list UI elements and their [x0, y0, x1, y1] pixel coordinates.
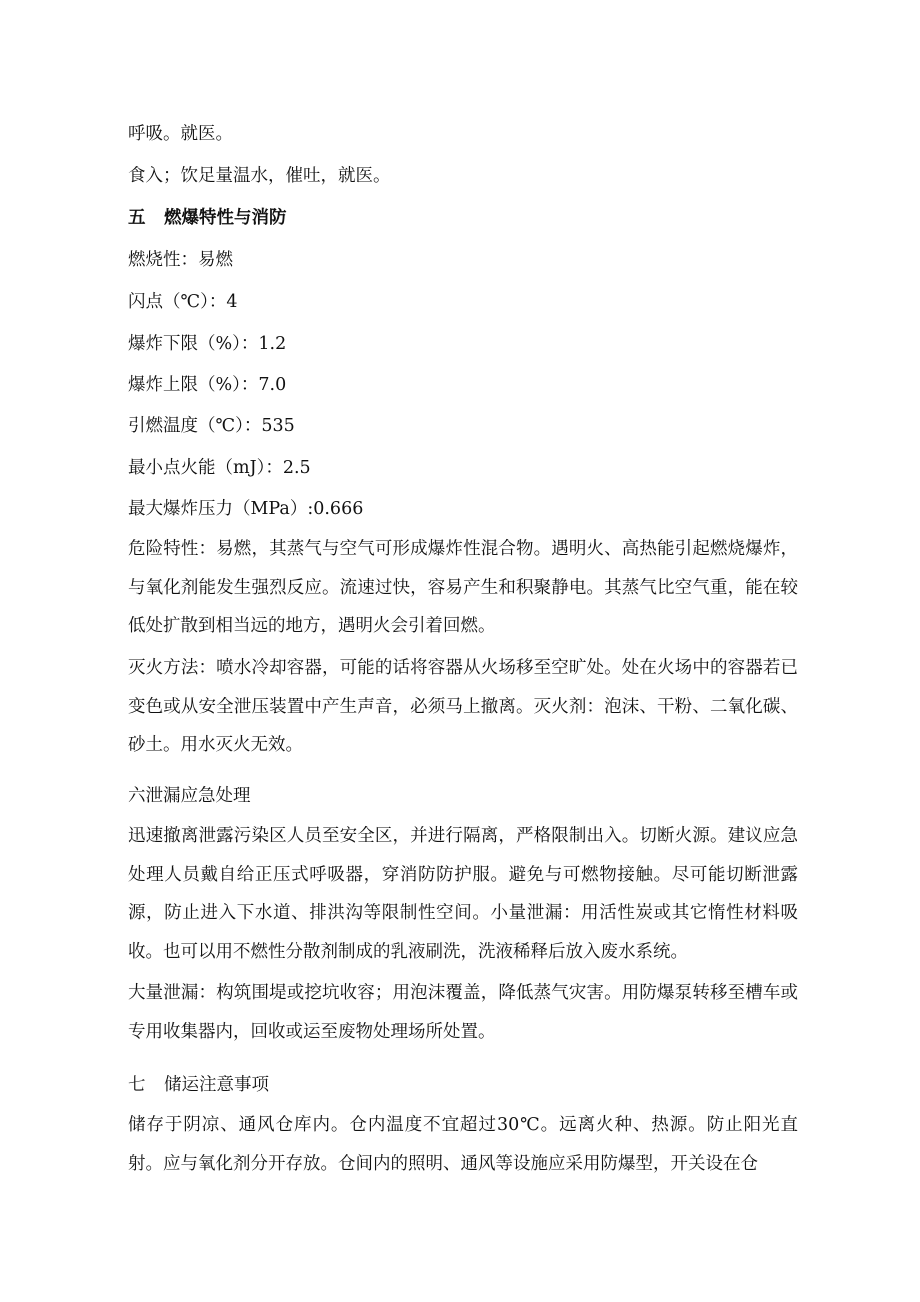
text-line-flammability: 燃烧性：易燃	[128, 250, 233, 270]
text-line-ingestion: 食入；饮足量温水，催吐，就医。	[128, 166, 391, 186]
text-line-min-ignition-energy: 最小点火能（mJ）：2.5	[128, 458, 311, 478]
text-line-flash-point: 闪点（℃）：4	[128, 292, 238, 312]
section-heading-6: 六泄漏应急处理	[128, 786, 251, 806]
paragraph-storage: 储存于阴凉、通风仓库内。仓内温度不宜超过30℃。远离火种、热源。防止阳光直射。应与氧化剂分开存放。仓间内的照明、通风等设施应采用防爆型，开关设在仓	[128, 1115, 798, 1174]
text-line-ignition-temperature: 引燃温度（℃）：535	[128, 416, 295, 436]
section-heading-5	[128, 207, 808, 229]
section-title: 燃爆特性与消防	[164, 208, 287, 228]
text-line-lower-explosion-limit: 爆炸下限（%）：1.2	[128, 334, 287, 354]
section-number: 七	[128, 1075, 146, 1095]
paragraph-extinguishing: 灭火方法：喷水冷却容器，可能的话将容器从火场移至空旷处。处在火场中的容器若已变色或从安全泄压装置中产生声音，必须马上撤离。灭火剂：泡沫、干粉、二氧化碳、砂土。用水灭火无效。	[128, 658, 798, 755]
text-line-upper-explosion-limit: 爆炸上限（%）：7.0	[128, 375, 287, 395]
text-line-max-explosion-pressure: 最大爆炸压力（MPa）:0.666	[128, 499, 364, 519]
section-heading-7	[128, 1074, 808, 1096]
text-line-breathing: 呼吸。就医。	[128, 124, 233, 144]
section-number: 五	[128, 208, 146, 228]
section-title: 储运注意事项	[164, 1075, 269, 1095]
paragraph-hazard: 危险特性：易燃，其蒸气与空气可形成爆炸性混合物。遇明火、高热能引起燃烧爆炸，与氧化剂能发生强烈反应。流速过快，容易产生和积聚静电。其蒸气比空气重，能在较低处扩散到相当远的地方，遇明火会引着回燃。	[128, 539, 798, 636]
paragraph-large-leak: 大量泄漏：构筑围堤或挖坑收容；用泡沫覆盖，降低蒸气灾害。用防爆泵转移至槽车或专用收集器内，回收或运至废物处理场所处置。	[128, 983, 798, 1042]
paragraph-leak-response: 迅速撤离泄露污染区人员至安全区，并进行隔离，严格限制出入。切断火源。建议应急处理人员戴自给正压式呼吸器，穿消防防护服。避免与可燃物接触。尽可能切断泄露源，防止进入下水道、排洪沟等限制性空间。小量泄漏：用活性炭或其它惰性材料吸收。也可以用不燃性分散剂制成的乳液刷洗，洗液稀释后放入废水系统。	[128, 826, 798, 962]
